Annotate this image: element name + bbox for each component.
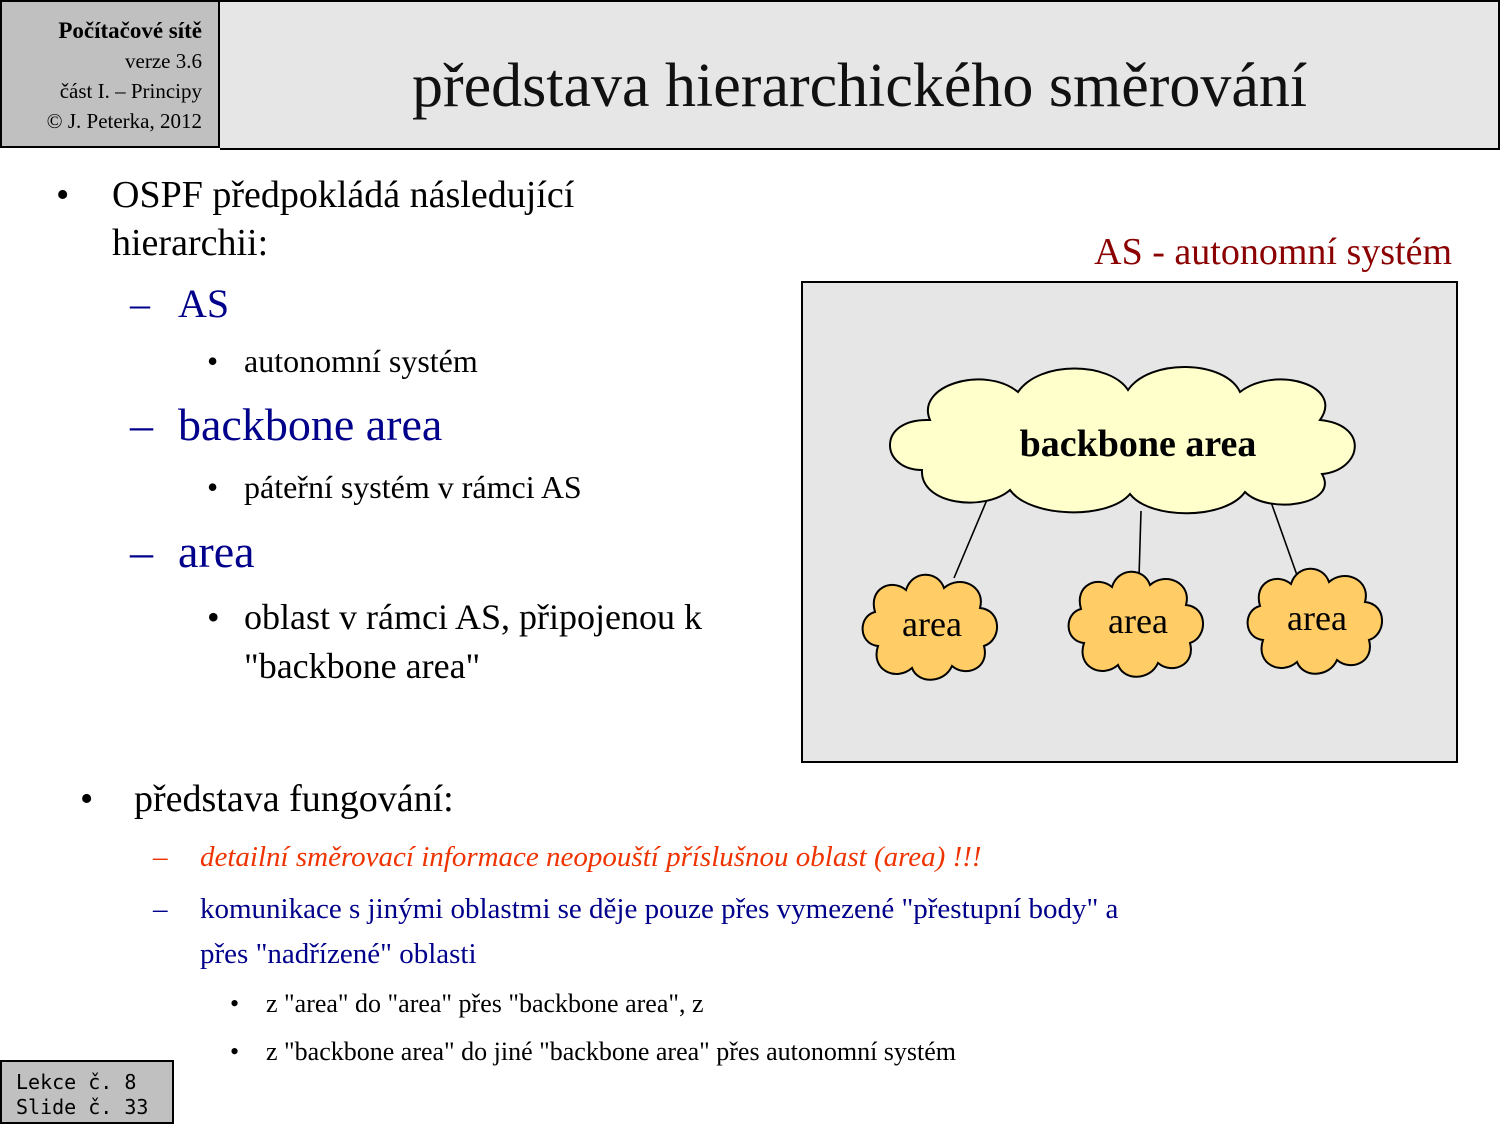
dash-icon: –: [130, 281, 150, 326]
subitem-as-desc: autonomní systém: [244, 343, 478, 379]
item-backbone-to-backbone: z "backbone area" do jiné "backbone area" přes autonomní systém: [266, 1037, 957, 1066]
bullet-icon: •: [207, 343, 219, 379]
subitem-backbone: backbone area: [178, 399, 443, 450]
subitem-detail-info: detailní směrovací informace neopouští příslušnou oblast (area) !!!: [200, 841, 982, 873]
subitem-communication-line2: přes "nadřízené" oblasti: [200, 938, 477, 970]
course-name: Počítačové sítě: [58, 18, 202, 43]
bullet-icon: •: [207, 469, 219, 505]
lecture-number: Lekce č. 8: [16, 1070, 137, 1094]
as-label: AS - autonomní systém: [1094, 231, 1452, 273]
subitem-communication-line1: komunikace s jinými oblastmi se děje pouze přes vymezené "přestupní body" a: [200, 893, 1119, 925]
dash-icon: –: [153, 841, 168, 873]
bullet-fungovani: představa fungování:: [134, 778, 454, 820]
subitem-area-desc-line2: "backbone area": [244, 646, 481, 686]
bullet-icon: •: [230, 989, 240, 1018]
dash-icon: –: [130, 399, 153, 450]
course-version: verze 3.6: [125, 49, 202, 73]
connector-line: [954, 495, 989, 578]
item-area-to-area: z "area" do "area" přes "backbone area", z: [266, 989, 704, 1018]
connector-line: [1271, 502, 1298, 578]
bullet-ospf-line2: hierarchii:: [112, 222, 269, 264]
subitem-backbone-desc: páteřní systém v rámci AS: [244, 469, 582, 505]
dash-icon: –: [130, 526, 153, 577]
subitem-area-desc-line1: oblast v rámci AS, připojenou k: [244, 597, 702, 637]
slide-number: Slide č. 33: [16, 1095, 149, 1119]
area-cloud: [863, 575, 997, 680]
bullet-icon: •: [230, 1037, 240, 1066]
area-cloud: [1069, 572, 1203, 677]
bullet-ospf-line1: OSPF předpokládá následující: [112, 174, 575, 216]
subitem-as: AS: [178, 281, 230, 326]
slide-title: představa hierarchického směrování: [412, 52, 1308, 120]
backbone-cloud-label: backbone area: [1019, 423, 1257, 465]
area-label: area: [902, 604, 962, 644]
bullet-icon: •: [56, 174, 70, 216]
course-copyright: © J. Peterka, 2012: [46, 109, 202, 133]
dash-icon: –: [153, 893, 168, 925]
subitem-area: area: [178, 526, 255, 577]
bullet-icon: •: [207, 597, 220, 637]
course-part: část I. – Principy: [59, 79, 202, 103]
slide-number-box: [0, 1060, 174, 1124]
connector-line: [1139, 511, 1141, 577]
area-label: area: [1108, 601, 1168, 641]
area-cloud: [1248, 569, 1382, 674]
area-label: area: [1287, 598, 1347, 638]
bullet-icon: •: [80, 778, 94, 820]
